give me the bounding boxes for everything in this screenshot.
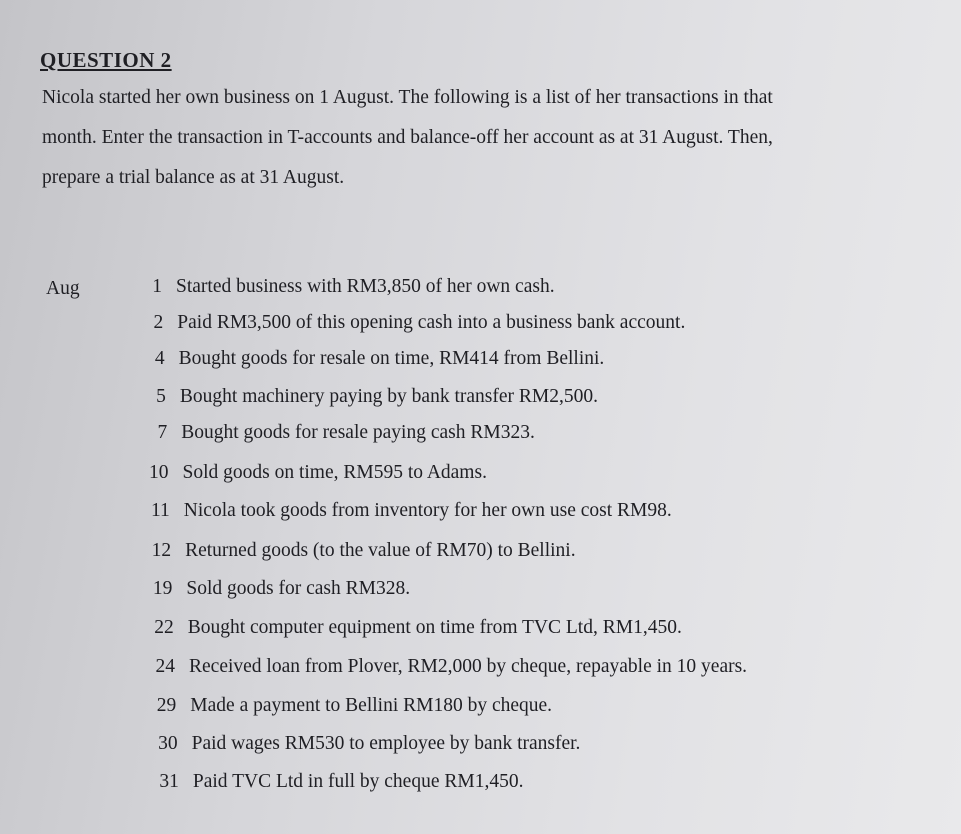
transaction-day: 4: [154, 348, 165, 369]
transaction-row: [137, 771, 524, 793]
transaction-text: Paid wages RM530 to employee by bank transfer.: [191, 733, 581, 754]
transaction-row: [120, 276, 555, 298]
transaction-day: 2: [153, 312, 164, 333]
transaction-day: 1: [152, 276, 162, 297]
transaction-day: 11: [151, 500, 170, 521]
transaction-day: 5: [156, 386, 166, 407]
transaction-text: Bought computer equipment on time from TVC Ltd, RM1,450.: [187, 617, 682, 638]
transaction-text: Bought goods for resale paying cash RM323.: [181, 422, 535, 443]
transaction-row: [136, 733, 581, 755]
transaction-day: 31: [159, 771, 179, 792]
instruction-line: prepare a trial balance as at 31 August.: [42, 167, 345, 188]
transaction-text: Returned goods (to the value of RM70) to Bellini.: [185, 540, 576, 561]
transaction-day: 19: [152, 578, 173, 599]
transaction-row: [129, 540, 576, 562]
transaction-day: 7: [157, 422, 168, 443]
question-instructions: [42, 78, 922, 198]
transaction-day: 30: [158, 733, 178, 754]
transaction-row: [134, 695, 552, 717]
transaction-row: [127, 462, 487, 484]
transaction-text: Nicola took goods from inventory for her own use cost RM98.: [183, 500, 672, 521]
transaction-day: 29: [156, 695, 177, 716]
transaction-row: [124, 386, 598, 408]
transaction-text: Bought machinery paying by bank transfer RM2,500.: [179, 386, 598, 407]
transaction-text: Bought goods for resale on time, RM414 from Bellini.: [178, 348, 605, 369]
transaction-text: Sold goods on time, RM595 to Adams.: [182, 462, 487, 483]
transaction-text: Paid RM3,500 of this opening cash into a business bank account.: [177, 312, 686, 333]
transaction-row: [132, 617, 682, 639]
transaction-day: 22: [154, 617, 174, 638]
transaction-text: Made a payment to Bellini RM180 by cheque.: [190, 695, 553, 716]
transaction-day: 10: [149, 462, 169, 483]
transaction-text: Started business with RM3,850 of her own cash.: [176, 276, 555, 297]
transaction-text: Received loan from Plover, RM2,000 by cheque, repayable in 10 years.: [189, 656, 748, 677]
transaction-row: [128, 500, 672, 522]
transaction-day: 24: [155, 656, 175, 677]
transaction-row: [125, 422, 535, 444]
transaction-row: [121, 312, 685, 334]
month-label: Aug: [46, 278, 80, 299]
transaction-text: Sold goods for cash RM328.: [186, 578, 411, 599]
transaction-row: [123, 348, 605, 370]
transaction-text: Paid TVC Ltd in full by cheque RM1,450.: [192, 771, 524, 792]
instruction-line: Nicola started her own business on 1 August. The following is a list of her transactions in that: [42, 87, 773, 108]
instruction-line: month. Enter the transaction in T-accounts and balance-off her account as at 31 August. Then,: [42, 127, 773, 148]
transaction-row: [133, 656, 747, 678]
question-title: QUESTION 2: [40, 48, 172, 72]
transaction-row: [130, 578, 410, 600]
transaction-day: 12: [151, 540, 172, 561]
